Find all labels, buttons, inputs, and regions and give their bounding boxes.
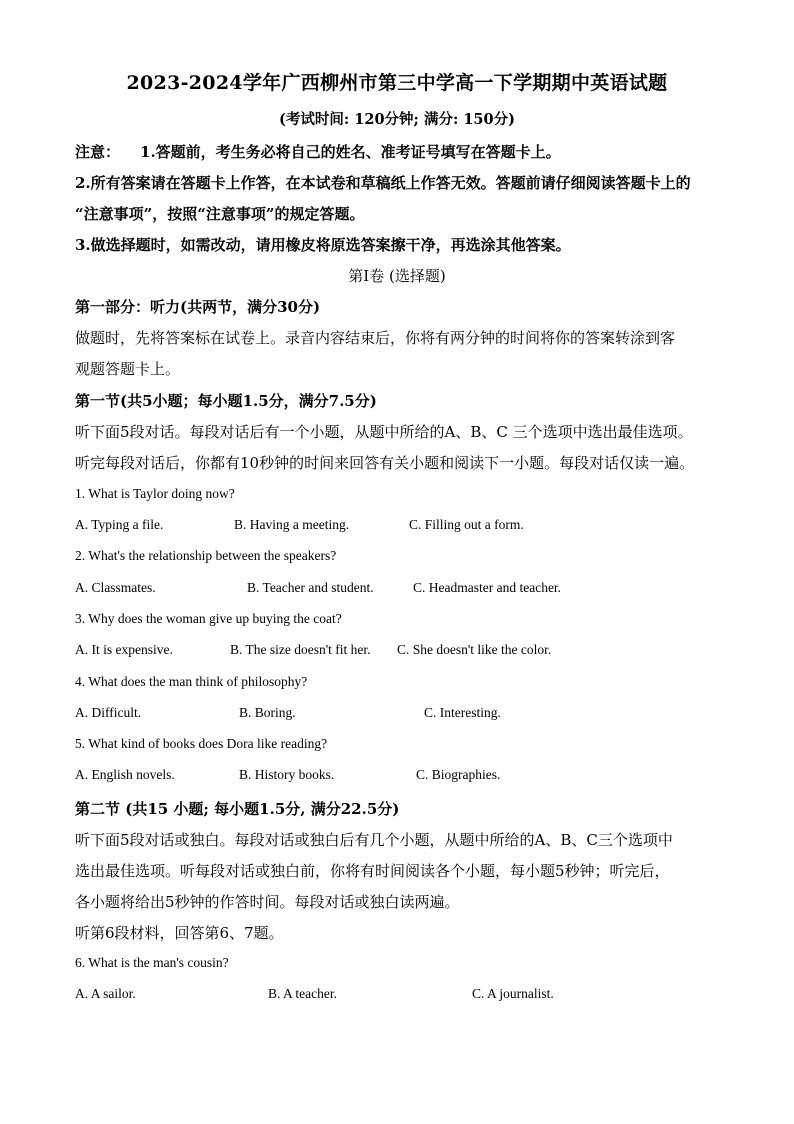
notice-item-2-line-1: 2.所有答案请在答题卡上作答，在本试卷和草稿纸上作答无效。答题前请仔细阅读答题卡上的 <box>75 174 691 192</box>
question-3-option-c: C. She doesn't like the color. <box>397 642 552 657</box>
question-4-option-a: A. Difficult. <box>75 705 142 720</box>
section2-heading: 第二节 (共15 小题; 每小题1.5分, 满分22.5分) <box>75 800 400 818</box>
notice-label: 注意： <box>75 143 121 161</box>
section2-instruction-line-3: 各小题将给出5秒钟的作答时间。每段对话或独白读两遍。 <box>75 893 460 911</box>
question-3: 3. Why does the woman give up buying the coat? <box>75 611 342 626</box>
material-6-heading: 听第6段材料，回答第6、7题。 <box>75 924 284 942</box>
question-3-option-b: B. The size doesn't fit her. <box>230 642 371 657</box>
part1-instruction-line-2: 观题答题卡上。 <box>75 360 181 378</box>
part1-instruction-line-1: 做题时，先将答案标在试卷上。录音内容结束后，你将有两分钟的时间将你的答案转涂到客 <box>75 329 676 347</box>
question-2-option-a: A. Classmates. <box>75 580 156 595</box>
question-3-option-a: A. It is expensive. <box>75 642 173 657</box>
question-2-option-c: C. Headmaster and teacher. <box>413 580 562 595</box>
question-6-option-a: A. A sailor. <box>75 986 136 1001</box>
question-1-option-c: C. Filling out a form. <box>409 517 524 532</box>
page-title: 2023-2024学年广西柳州市第三中学高一下学期期中英语试题 <box>126 72 668 94</box>
notice-item-2-line-2: “注意事项”，按照“注意事项”的规定答题。 <box>75 205 365 223</box>
question-2: 2. What's the relationship between the speakers? <box>75 548 337 563</box>
part1-heading: 第一部分：听力(共两节，满分30分) <box>75 298 321 316</box>
notice-line-1 <box>75 141 735 162</box>
question-5-option-b: B. History books. <box>239 767 335 782</box>
question-6-option-b: B. A teacher. <box>268 986 337 1001</box>
question-1: 1. What is Taylor doing now? <box>75 486 235 501</box>
question-1-option-b: B. Having a meeting. <box>234 517 350 532</box>
question-5-option-a: A. English novels. <box>75 767 175 782</box>
section1-instruction-line-1: 听下面5段对话。每段对话后有一个小题，从题中所给的A、B、C 三个选项中选出最佳选项。 <box>75 423 693 441</box>
exam-info: (考试时间: 120分钟; 满分: 150分) <box>279 111 515 128</box>
question-4: 4. What does the man think of philosophy? <box>75 674 308 689</box>
question-4-option-c: C. Interesting. <box>424 705 501 720</box>
section1-heading: 第一节(共5小题；每小题1.5分，满分7.5分) <box>75 392 377 410</box>
question-5: 5. What kind of books does Dora like reading? <box>75 736 328 751</box>
question-5-option-c: C. Biographies. <box>416 767 501 782</box>
section2-instruction-line-1: 听下面5段对话或独白。每段对话或独白后有几个小题，从题中所给的A、B、C三个选项中 <box>75 831 673 849</box>
question-6: 6. What is the man's cousin? <box>75 955 229 970</box>
section2-instruction-line-2: 选出最佳选项。听每段对话或独白前，你将有时间阅读各个小题，每小题5秒钟；听完后， <box>75 862 670 880</box>
notice-item-1: 1.答题前，考生务必将自己的姓名、准考证号填写在答题卡上。 <box>140 143 561 161</box>
notice-item-3: 3.做选择题时，如需改动，请用橡皮将原选答案擦干净，再选涂其他答案。 <box>75 236 571 254</box>
question-4-option-b: B. Boring. <box>239 705 296 720</box>
section1-instruction-line-2: 听完每段对话后，你都有10秒钟的时间来回答有关小题和阅读下一小题。每段对话仅读一遍。 <box>75 454 695 472</box>
question-1-option-a: A. Typing a file. <box>75 517 164 532</box>
question-2-option-b: B. Teacher and student. <box>247 580 374 595</box>
question-6-option-c: C. A journalist. <box>472 986 554 1001</box>
volume-title: 第Ⅰ卷 (选择题) <box>348 267 446 285</box>
